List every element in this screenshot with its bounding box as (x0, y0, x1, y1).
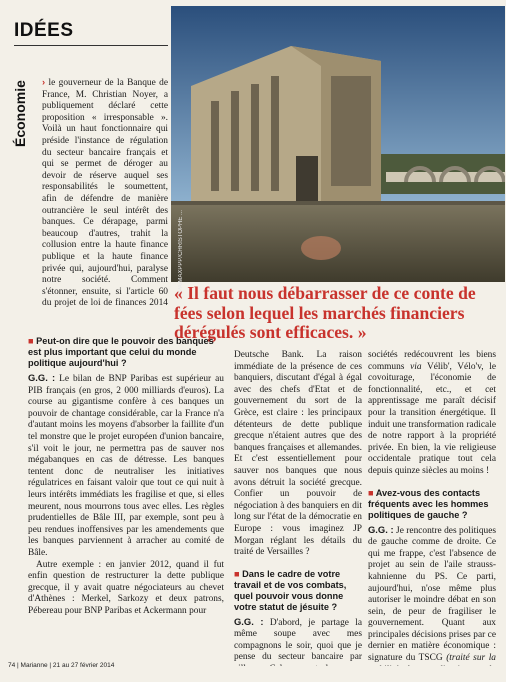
photo-credit: EPA/MAXPPP/CHRISTOPHE ... (178, 210, 184, 296)
question-1: ■ Peut-on dire que le pouvoir des banques est plus important que celui du monde politique aujourd'hui ? (28, 336, 214, 368)
paragraph-right-1: sociétés redécouvrent les biens communs via Vélib', Vélo'v, le covoiturage, l'économie de fonctionnalité, etc., et cet apprentissage me paraît décisif pour la transition énergétique. Il induit une transformation radicale de notre rapport à la propriété privée. En bien, la vie religieuse occidentale pratique tout cela depuis quinze siècles au moins ! (368, 350, 496, 476)
right-column (368, 350, 496, 666)
answer-3: G.G. : D'abord, je partage la même soupe avec mes compagnons le soir, quoi que je pense du secteur bancaire par (234, 615, 362, 663)
page-footer: 74 | Marianne | 21 au 27 février 2014 (8, 662, 115, 669)
article-photo (171, 6, 505, 282)
question-mark-icon: ■ (28, 336, 37, 346)
intro-paragraph: › le gouverneur de la Banque de France, M. Christian Noyer, a publiquement déclaré cette proposition « irresponsable ». Voilà un haut fonctionnaire qui préside l'instance de régulation du secteur bancaire français et qui se permet de déroger au devoir de réserve auquel ses responsabilités le soumettent, afin de défendre de manière outrancière le seul intérêt des banques. Ce dérapage, parmi beaucoup d'autres, trahit la collusion entre la haute finance publique et la haute finance privée qui, aujourd'hui, paralyse notre société. Comment s'étonner, ensuite, si l'article 60 du projet de loi de finances 2014 (42, 76, 168, 308)
photo-illustration (171, 6, 505, 282)
question-2: ■ Dans le cadre de votre travail et de vos combats, quel pouvoir vous donne votre statut de jésuite ? (234, 568, 347, 612)
left-column (28, 326, 224, 666)
answer-2: Autre exemple : en janvier 2012, quand il fut enfin question de restructurer la dette publique grecque, il y avait quatre négociateurs au chevet d'Athènes : Merkel, Sarkozy et deux patrons, Pébereau pour BNP Paribas et Ackermann pour (28, 559, 224, 616)
question-3: ■ Avez-vous des contacts fréquents avec les hommes politiques de gauche ? (368, 487, 489, 520)
arrow-icon: › (42, 76, 46, 87)
question-mark-icon: ■ (368, 487, 376, 498)
pull-quote: « Il faut nous débarrasser de ce conte de fées selon lequel les marchés financiers dérégulés sont efficaces. » (174, 283, 476, 342)
rubric-label: Économie (12, 80, 28, 148)
middle-column (234, 350, 362, 666)
question-mark-icon: ■ (234, 568, 243, 579)
answer-1: G.G. : Le bilan de BNP Paribas est supérieur au PIB français (en gros, 2 000 milliards d'euros). La course au gigantisme confère à ces banques un pouvoir de chantage considérable, car la France n'a d'autant moins les moyens d'absorber la faillite d'un tel monstre que le projet européen d'union bancaire, s'il voit le jour, ne permettra pas de sauver nos mégabanques en cas de détresse. Les banques tentent donc de neutraliser les initiatives régulatrices en faisant valoir que tout ce qui nuit à leurs intérêts immédiats les fragilise et que, si elles meurent, nous mourrons tous avec elles. Les règles prudentielles de Bâle III, par exemple, sont peu à peu rendues inoffensives par les amendements que les banques parviennent à arracher au comité de Bâle. (28, 372, 224, 558)
paragraph-mid-1: Deutsche Bank. La raison immédiate de la présence de ces banquiers, discutant d'égal à égal avec des chefs d'Etat et de gouvernement du sort de la Grèce, est claire : les principaux détenteurs de dette publique grecque n'étaient autres que des banques françaises et allemandes. Et c'est essentiellement pour sauver nos banques que nous avons détruit la société grecque. Confier un pouvoir de négociation à des banquiers en dit long sur l'état de la démocratie en Europe : vous imaginez JP Morgan réglant les détails du traité de Versailles ? (234, 350, 362, 558)
intro-column (42, 76, 168, 308)
header-rule (14, 45, 168, 46)
section-title: IDÉES (14, 20, 74, 41)
answer-4: G.G. : Je rencontre des politiques de gauche comme de droite. Ce qui me frappe, c'est l'absence de projet au sein de l'aile strauss-kahnienne du PS. Ce parti, aujourd'hui, n'ose même plus autoriser le moindre débat en son sein, de peur de fragiliser le gouvernement. Quant aux principales décisions prises par ce dernier en matière économique : signature du TSCG (traité sur la (368, 523, 496, 664)
